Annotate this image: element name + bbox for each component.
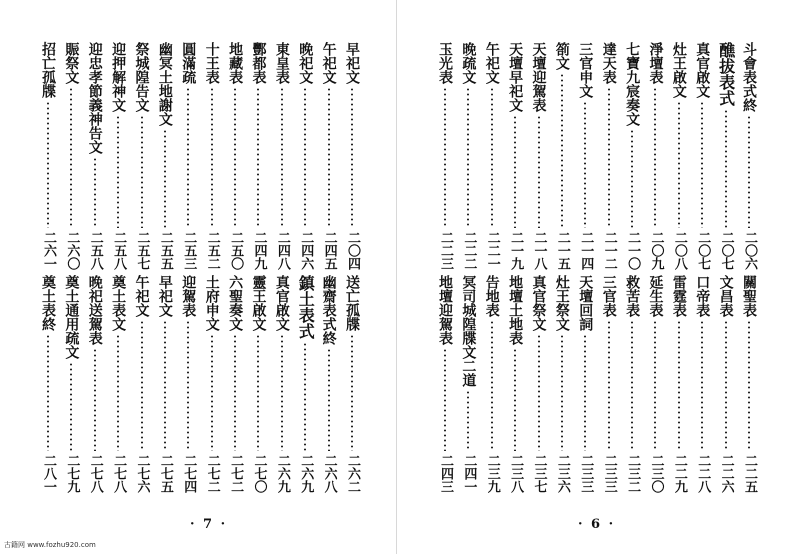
toc-entry: [85, 275, 105, 493]
toc-title: 三官表: [600, 275, 617, 317]
toc-title: 地藏表: [227, 42, 244, 84]
toc-entry: [225, 275, 245, 493]
toc-page-number: 二二五: [742, 454, 757, 493]
toc-entry: [505, 275, 525, 493]
toc-entry: [622, 42, 642, 270]
leader-dots: [608, 320, 610, 451]
toc-page-number: 二五八: [111, 231, 127, 270]
leader-dots: [117, 115, 119, 228]
toc-title: 灶王祭文: [553, 275, 570, 331]
toc-entry: [692, 275, 712, 493]
toc-page-number: 二五五: [157, 231, 173, 270]
toc-page-number: 二四九: [251, 231, 267, 270]
toc-entry: [716, 275, 736, 493]
leader-dots: [444, 348, 446, 451]
toc-entry: [155, 42, 175, 270]
toc-title: 地壇迎駕表: [437, 275, 453, 345]
toc-page-number: 二八一: [41, 454, 56, 493]
toc-entry: [295, 42, 315, 270]
toc-entry: [61, 275, 81, 493]
toc-title: 箚文: [553, 42, 570, 70]
toc-page-number: 二〇七: [695, 231, 711, 270]
toc-page-number: 二三三: [578, 454, 594, 493]
toc-page-number: 二六九: [274, 454, 290, 493]
leader-dots: [561, 73, 563, 228]
toc-entry: [575, 42, 595, 270]
toc-entry: [482, 275, 502, 493]
leader-dots: [281, 87, 283, 228]
toc-entry: [248, 275, 268, 493]
toc-page-number: 二一四: [578, 231, 594, 270]
leader-dots: [701, 320, 703, 451]
leader-dots: [257, 87, 259, 228]
toc-title: 告地表: [483, 275, 500, 317]
toc-entry: [599, 275, 619, 493]
toc-title: 文昌表: [717, 275, 734, 317]
leader-dots: [631, 129, 633, 228]
toc-title: 奠土通用疏文: [63, 275, 80, 359]
toc-title: 早祀文: [344, 42, 360, 84]
leader-dots: [467, 390, 469, 451]
toc-page-number: 二四一: [461, 454, 477, 493]
toc-title: 十王表: [203, 42, 220, 84]
toc-title: 口帝表: [694, 275, 711, 317]
toc-page-number: 二三九: [484, 454, 500, 493]
leader-dots: [164, 129, 166, 228]
leader-dots: [304, 342, 306, 451]
toc-entry: [342, 275, 362, 493]
toc-entry: [458, 42, 478, 270]
leader-dots: [328, 348, 330, 451]
toc-page-number: 二七八: [111, 454, 127, 493]
toc-entry: [61, 42, 81, 270]
toc-title: 迎押解神文: [110, 42, 127, 112]
toc-page-number: 二二九: [671, 454, 687, 493]
leader-dots: [725, 320, 727, 451]
toc-title: 三官申文: [577, 42, 594, 98]
toc-page-number: 二四五: [321, 231, 337, 270]
toc-title: 迎駕表: [180, 275, 197, 317]
right-page-number: · 6 ·: [578, 517, 616, 532]
toc-title: 午祀文: [320, 42, 337, 84]
toc-title: 晚疏文: [460, 42, 477, 84]
leader-dots: [234, 87, 236, 228]
leader-dots: [141, 320, 143, 451]
toc-title: 幽齋表式終: [320, 275, 337, 345]
toc-title: 晚祀送駕表: [86, 275, 103, 345]
toc-entry: [225, 42, 245, 270]
toc-entry: [295, 275, 315, 493]
toc-entry: [458, 275, 478, 493]
toc-entry: [552, 42, 572, 270]
toc-title: 雷霆表: [670, 275, 687, 317]
toc-entry: [38, 275, 58, 493]
leader-dots: [304, 87, 306, 228]
toc-page-number: 二三〇: [648, 454, 664, 493]
toc-entry: [435, 42, 455, 270]
toc-entry: [739, 42, 759, 270]
toc-entry: [645, 275, 665, 493]
toc-page-number: 二三三: [601, 454, 617, 493]
toc-title: 早祀文: [156, 275, 173, 317]
leader-dots: [467, 87, 469, 228]
toc-entry: [482, 42, 502, 270]
leader-dots: [561, 334, 563, 451]
toc-title: 關聖表: [741, 275, 757, 317]
toc-title: 真官祭文: [530, 275, 547, 331]
toc-title: 斗會表式終: [741, 42, 757, 112]
toc-entry: [692, 42, 712, 270]
toc-entry: [319, 275, 339, 493]
toc-page-number: 二六二: [345, 454, 360, 493]
leader-dots: [211, 334, 213, 451]
toc-entry: [552, 275, 572, 493]
toc-title: 冥司城隍牒文二道: [460, 275, 477, 387]
leader-dots: [94, 157, 96, 228]
toc-title: 靈王啟文: [250, 275, 267, 331]
toc-title: 天壇回詞: [577, 275, 594, 331]
leader-dots: [701, 101, 703, 228]
leader-dots: [117, 334, 119, 451]
leader-dots: [211, 87, 213, 228]
toc-title: 六聖奏文: [227, 275, 244, 331]
toc-page-number: 二四八: [274, 231, 290, 270]
toc-title: 真官啟文: [694, 42, 711, 98]
left-page: [0, 0, 396, 554]
leader-dots: [748, 115, 750, 228]
toc-entry: [739, 275, 759, 493]
toc-page-number: 二七〇: [251, 454, 267, 493]
toc-page-number: 二五二: [204, 231, 220, 270]
leader-dots: [584, 101, 586, 228]
toc-entry: [272, 275, 292, 493]
leader-dots: [351, 87, 353, 228]
toc-title: 午祀文: [483, 42, 500, 84]
toc-entry: [108, 42, 128, 270]
toc-title: 奠土表終: [40, 275, 56, 331]
leader-dots: [748, 320, 750, 451]
toc-entry: [669, 275, 689, 493]
toc-title: 地壇土地表: [507, 275, 524, 345]
toc-page-number: 二〇四: [345, 231, 360, 270]
toc-entry: [85, 42, 105, 270]
toc-entry: [272, 42, 292, 270]
leader-dots: [444, 87, 446, 228]
leader-dots: [47, 334, 49, 451]
toc-page-number: 二四六: [298, 231, 314, 270]
toc-page-number: 二六八: [321, 454, 337, 493]
leader-dots: [70, 362, 72, 451]
toc-page-number: 二七六: [134, 454, 150, 493]
leader-dots: [234, 334, 236, 451]
toc-title: 送亡孤牒: [344, 275, 360, 331]
toc-page-number: 二二一: [484, 231, 500, 270]
toc-title: 達天表: [600, 42, 617, 84]
toc-page-number: 二一〇: [625, 231, 641, 270]
leader-dots: [70, 87, 72, 228]
leader-dots: [491, 87, 493, 228]
leader-dots: [164, 320, 166, 451]
leader-dots: [187, 87, 189, 228]
toc-entry: [132, 275, 152, 493]
toc-entry: [132, 42, 152, 270]
toc-entry: [319, 42, 339, 270]
toc-title: 午祀文: [133, 275, 150, 317]
toc-title: 延生表: [647, 275, 664, 317]
toc-page-number: 二五三: [181, 231, 197, 270]
section-heading: 鎮土表式: [296, 275, 316, 339]
leader-dots: [654, 320, 656, 451]
toc-entry: [108, 275, 128, 493]
toc-page-number: 二三二: [625, 454, 641, 493]
toc-page-number: 二七九: [64, 454, 80, 493]
toc-entry: [435, 275, 455, 493]
leader-dots: [281, 334, 283, 451]
toc-page-number: 二二六: [718, 454, 734, 493]
toc-entry: [529, 275, 549, 493]
toc-entry: [38, 42, 58, 270]
toc-page-number: 二一九: [508, 231, 524, 270]
toc-entry: [505, 42, 525, 270]
toc-page-number: 二七八: [87, 454, 103, 493]
toc-title: 灶王啟文: [670, 42, 687, 98]
toc-title: 天壇早祀文: [507, 42, 524, 112]
toc-title: 賑祭文: [63, 42, 80, 84]
toc-page-number: 二七四: [181, 454, 197, 493]
toc-title: 迎忠孝節義神告文: [86, 42, 103, 154]
toc-entry: [622, 275, 642, 493]
leader-dots: [631, 320, 633, 451]
toc-title: 土府申文: [203, 275, 220, 331]
toc-title: 圓滿疏: [180, 42, 197, 84]
toc-entry: [202, 275, 222, 493]
toc-entry: [599, 42, 619, 270]
toc-page-number: 二六〇: [64, 231, 80, 270]
leader-dots: [608, 87, 610, 228]
left-page-number: · 7 ·: [190, 517, 228, 532]
toc-page-number: 二五八: [87, 231, 103, 270]
toc-entry: [645, 42, 665, 270]
toc-entry: [248, 42, 268, 270]
toc-entry: [178, 42, 198, 270]
toc-entry: [178, 275, 198, 493]
leader-dots: [47, 101, 49, 228]
toc-title: 七寶九宸奏文: [624, 42, 641, 126]
toc-title: 天壇迎駕表: [530, 42, 547, 112]
toc-title: 晚祀文: [297, 42, 314, 84]
toc-entry: [716, 42, 736, 270]
toc-page-number: 二二二: [461, 231, 477, 270]
toc-page-number: 二三六: [554, 454, 570, 493]
leader-dots: [678, 101, 680, 228]
leader-dots: [187, 320, 189, 451]
toc-title: 幽冥土地謝文: [156, 42, 173, 126]
toc-title: 淨壇表: [647, 42, 664, 84]
toc-page-number: 二二三: [438, 231, 453, 270]
toc-page-number: 二三八: [508, 454, 524, 493]
watermark: 古籍网 www.fozhu920.com: [4, 541, 96, 549]
toc-page-number: 二七二: [204, 454, 220, 493]
toc-page-number: 二七二: [228, 454, 244, 493]
leader-dots: [328, 87, 330, 228]
section-heading: 醮拔表式: [716, 42, 736, 106]
toc-entry: [669, 42, 689, 270]
toc-entry: [342, 42, 362, 270]
toc-page-number: 二六九: [298, 454, 314, 493]
leader-dots: [514, 115, 516, 228]
right-page: [397, 0, 793, 554]
leader-dots: [584, 334, 586, 451]
toc-page-number: 二〇七: [718, 231, 734, 270]
leader-dots: [678, 320, 680, 451]
toc-entry: [575, 275, 595, 493]
leader-dots: [141, 115, 143, 228]
leader-dots: [491, 320, 493, 451]
toc-entry: [202, 42, 222, 270]
toc-page-number: 二一二: [601, 231, 617, 270]
toc-page-number: 二〇九: [648, 231, 664, 270]
toc-title: 玉光表: [437, 42, 453, 84]
toc-title: 奠土表文: [110, 275, 127, 331]
toc-title: 東皇表: [273, 42, 290, 84]
toc-page-number: 二七五: [157, 454, 173, 493]
leader-dots: [654, 87, 656, 228]
toc-page-number: 二五〇: [228, 231, 244, 270]
toc-title: 救苦表: [624, 275, 641, 317]
toc-page-number: 二五七: [134, 231, 150, 270]
leader-dots: [725, 109, 727, 228]
toc-entry: [155, 275, 175, 493]
toc-page-number: 二四三: [438, 454, 453, 493]
toc-page-number: 二一八: [531, 231, 547, 270]
toc-page-number: 二一五: [554, 231, 570, 270]
toc-title: 祭城隍告文: [133, 42, 150, 112]
toc-title: 招亡孤牒: [40, 42, 56, 98]
leader-dots: [351, 334, 353, 451]
leader-dots: [538, 115, 540, 228]
leader-dots: [514, 348, 516, 451]
toc-title: 酆都表: [250, 42, 267, 84]
toc-entry: [529, 42, 549, 270]
leader-dots: [94, 348, 96, 451]
leader-dots: [538, 334, 540, 451]
toc-page-number: 二二八: [695, 454, 711, 493]
leader-dots: [257, 334, 259, 451]
toc-page-number: 二三七: [531, 454, 547, 493]
toc-page-number: 二〇八: [671, 231, 687, 270]
toc-page-number: 二〇六: [742, 231, 757, 270]
toc-title: 真官啟文: [273, 275, 290, 331]
toc-page-number: 二六一: [41, 231, 56, 270]
